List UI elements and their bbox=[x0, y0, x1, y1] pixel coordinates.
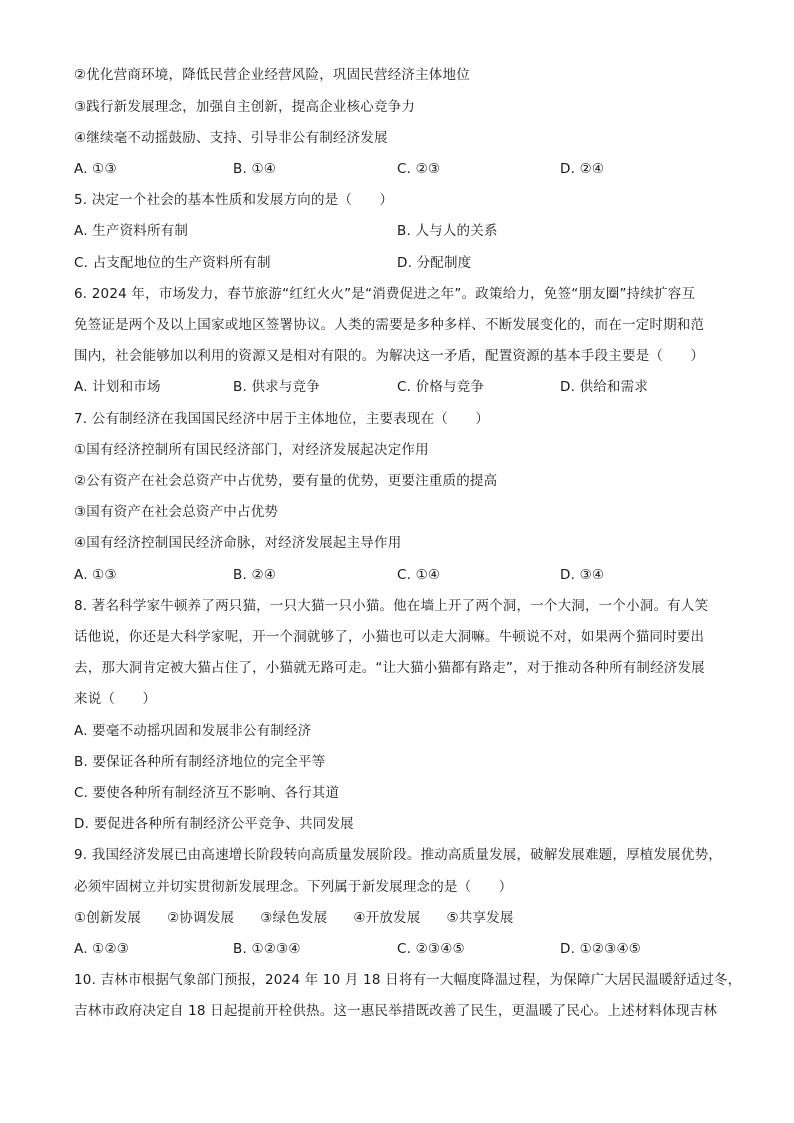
q7-item-3: ③国有资产在社会总资产中占优势 bbox=[74, 504, 279, 520]
q9-option-a[interactable]: A. ①②③ bbox=[74, 941, 130, 957]
q5-stem: 5. 决定一个社会的基本性质和发展方向的是（ ） bbox=[74, 192, 394, 208]
q4-option-c[interactable]: C. ②③ bbox=[397, 161, 441, 177]
q4-statement-2: ②优化营商环境，降低民营企业经营风险，巩固民营经济主体地位 bbox=[74, 67, 470, 83]
q7-option-d[interactable]: D. ③④ bbox=[560, 567, 605, 583]
q7-option-a[interactable]: A. ①③ bbox=[74, 567, 117, 583]
q8-option-c[interactable]: C. 要使各种所有制经济互不影响、各行其道 bbox=[74, 785, 340, 801]
q10-stem-line-2: 吉林市政府决定自 18 日起提前开栓供热。这一惠民举措既改善了民生，更温暖了民心。上述材料体现吉林 bbox=[74, 1003, 718, 1019]
q6-option-a[interactable]: A. 计划和市场 bbox=[74, 379, 161, 395]
q6-option-b[interactable]: B. 供求与竞争 bbox=[233, 379, 320, 395]
q8-option-b[interactable]: B. 要保证各种所有制经济地位的完全平等 bbox=[74, 754, 326, 770]
q6-stem-line-1: 6. 2024 年，市场发力，春节旅游“红红火火”是“消费促进之年”。政策给力，免签“朋友圈”持续扩容互 bbox=[74, 286, 696, 302]
q9-item-5: ⑤共享发展 bbox=[446, 910, 514, 926]
q9-item-3: ③绿色发展 bbox=[260, 910, 328, 926]
q9-item-2: ②协调发展 bbox=[167, 910, 235, 926]
q9-item-4: ④开放发展 bbox=[353, 910, 421, 926]
q7-option-b[interactable]: B. ②④ bbox=[233, 567, 277, 583]
q5-option-d[interactable]: D. 分配制度 bbox=[397, 255, 472, 271]
q8-stem-line-3: 去，那大洞肯定被大猫占住了，小猫就无路可走。“让大猫小猫都有路走”，对于推动各种所有制经济发展 bbox=[74, 660, 705, 676]
q8-stem-line-1: 8. 著名科学家牛顿养了两只猫，一只大猫一只小猫。他在墙上开了两个洞，一个大洞，一个小洞。有人笑 bbox=[74, 598, 709, 614]
q8-stem-line-4: 来说（ ） bbox=[74, 691, 157, 707]
q8-stem-line-2: 话他说，你还是大科学家呢，开一个洞就够了，小猫也可以走大洞嘛。牛顿说不对，如果两个猫同时要出 bbox=[74, 629, 705, 645]
q7-stem: 7. 公有制经济在我国国民经济中居于主体地位，主要表现在（ ） bbox=[74, 411, 490, 427]
q6-option-c[interactable]: C. 价格与竞争 bbox=[397, 379, 485, 395]
q7-item-4: ④国有经济控制国民经济命脉，对经济发展起主导作用 bbox=[74, 535, 402, 551]
q6-stem-line-2: 免签证是两个及以上国家或地区签署协议。人类的需要是多种多样、不断发展变化的，而在一定时期和范 bbox=[74, 317, 705, 333]
q4-option-a[interactable]: A. ①③ bbox=[74, 161, 117, 177]
q5-option-b[interactable]: B. 人与人的关系 bbox=[397, 223, 498, 239]
q9-option-c[interactable]: C. ②③④⑤ bbox=[397, 941, 465, 957]
q9-item-1: ①创新发展 bbox=[74, 910, 142, 926]
q9-option-d[interactable]: D. ①②③④⑤ bbox=[560, 941, 642, 957]
q4-statement-3: ③践行新发展理念，加强自主创新，提高企业核心竞争力 bbox=[74, 99, 416, 115]
q5-option-c[interactable]: C. 占支配地位的生产资料所有制 bbox=[74, 255, 271, 271]
q7-item-1: ①国有经济控制所有国民经济部门，对经济发展起决定作用 bbox=[74, 442, 429, 458]
q9-stem-line-1: 9. 我国经济发展已由高速增长阶段转向高质量发展阶段。推动高质量发展，破解发展难题，厚植发展优势， bbox=[74, 847, 722, 863]
q4-option-b[interactable]: B. ①④ bbox=[233, 161, 277, 177]
q4-option-d[interactable]: D. ②④ bbox=[560, 161, 605, 177]
q5-option-a[interactable]: A. 生产资料所有制 bbox=[74, 223, 189, 239]
q6-option-d[interactable]: D. 供给和需求 bbox=[560, 379, 649, 395]
q9-stem-line-2: 必须牢固树立并切实贯彻新发展理念。下列属于新发展理念的是（ ） bbox=[74, 879, 513, 895]
q7-item-2: ②公有资产在社会总资产中占优势，要有量的优势，更要注重质的提高 bbox=[74, 473, 498, 489]
q9-items bbox=[74, 909, 734, 927]
q9-option-b[interactable]: B. ①②③④ bbox=[233, 941, 301, 957]
q8-option-a[interactable]: A. 要毫不动摇巩固和发展非公有制经济 bbox=[74, 723, 312, 739]
q10-stem-line-1: 10. 吉林市根据气象部门预报，2024 年 10 月 18 日将有一大幅度降温过程，为保障广大居民温暖舒适过冬， bbox=[74, 972, 742, 988]
q4-statement-4: ④继续毫不动摇鼓励、支持、引导非公有制经济发展 bbox=[74, 130, 388, 146]
q7-option-c[interactable]: C. ①④ bbox=[397, 567, 441, 583]
q6-stem-line-3: 围内，社会能够加以利用的资源又是相对有限的。为解决这一矛盾，配置资源的基本手段主要是（ ） bbox=[74, 348, 705, 364]
q8-option-d[interactable]: D. 要促进各种所有制经济公平竞争、共同发展 bbox=[74, 816, 354, 832]
